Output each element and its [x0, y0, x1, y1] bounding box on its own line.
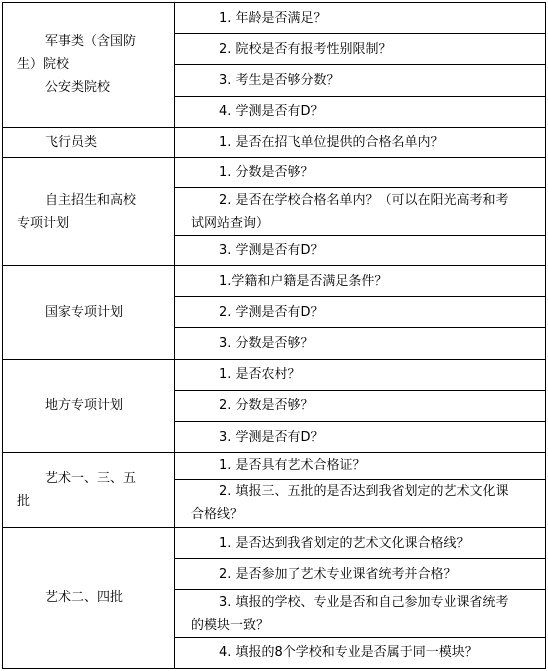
checklist-item: 1. 是否达到我省划定的艺术文化课合格线？ — [175, 527, 546, 558]
checklist-item: 1. 是否农村？ — [175, 359, 546, 390]
checklist-item-line: 3. 填报的学校、专业是否和自己参加专业课省统考 — [219, 594, 509, 610]
checklist-item-line: 合格线？ — [191, 506, 244, 522]
category-line: 自主招生和高校 — [45, 192, 137, 208]
category-line: 艺术二、四批 — [45, 590, 124, 606]
eligibility-checklist-table — [2, 2, 546, 669]
category-line: 艺术一、三、五 — [45, 471, 137, 487]
checklist-item-line: 2. 是否在学校合格名单内？（可以在阳光高考和考 — [219, 192, 509, 208]
category-line: 飞行员类 — [45, 135, 98, 151]
checklist-item-line: 试网站查询） — [191, 215, 270, 231]
table-row — [3, 3, 546, 34]
checklist-item: 4. 学测是否有D？ — [175, 96, 546, 127]
category-cell-art-batch-1-3-5 — [3, 453, 175, 528]
checklist-item: 1. 是否具有艺术合格证？ — [175, 453, 546, 479]
checklist-item-multiline — [175, 479, 546, 527]
checklist-item: 2. 院校是否有报考性别限制？ — [175, 34, 546, 65]
checklist-item: 2. 分数是否够？ — [175, 390, 546, 421]
table-row — [3, 453, 546, 479]
checklist-item-line: 的模块一致？ — [191, 617, 270, 633]
checklist-item-line: 2. 填报三、五批的是否达到我省划定的艺术文化课 — [219, 483, 509, 499]
checklist-item-multiline — [175, 188, 546, 235]
category-line: 军事类（含国防 — [45, 34, 137, 50]
checklist-item: 1. 年龄是否满足？ — [175, 3, 546, 34]
checklist-item: 2. 学测是否有D？ — [175, 297, 546, 328]
table-row — [3, 359, 546, 390]
checklist-item: 3. 学测是否有D？ — [175, 422, 546, 453]
checklist-item: 3. 考生是否够分数？ — [175, 65, 546, 96]
table-row — [3, 158, 546, 188]
category-line: 地方专项计划 — [45, 398, 124, 414]
category-line: 批 — [17, 494, 31, 510]
category-cell-national-special-plan — [3, 265, 175, 359]
category-cell-pilot — [3, 127, 175, 157]
checklist-item: 3. 学测是否有D？ — [175, 235, 546, 265]
category-cell-art-batch-2-4 — [3, 527, 175, 668]
table-row — [3, 265, 546, 296]
category-line: 公安类院校 — [45, 80, 111, 96]
category-cell-local-special-plan — [3, 359, 175, 453]
category-line: 专项计划 — [17, 215, 70, 231]
category-cell-independent-admission — [3, 158, 175, 266]
checklist-item-multiline — [175, 590, 546, 637]
checklist-item: 3. 分数是否够？ — [175, 328, 546, 359]
category-line: 生）院校 — [17, 57, 70, 73]
table-row — [3, 527, 546, 558]
category-cell-military — [3, 3, 175, 128]
checklist-item: 2. 是否参加了艺术专业课省统考并合格？ — [175, 559, 546, 590]
checklist-item: 1. 分数是否够？ — [175, 158, 546, 188]
table-row — [3, 127, 546, 157]
checklist-item: 4. 填报的8个学校和专业是否属于同一模块？ — [175, 637, 546, 668]
category-line: 国家专项计划 — [45, 304, 124, 320]
checklist-item: 1. 是否在招飞单位提供的合格名单内？ — [175, 127, 546, 157]
checklist-item: 1.学籍和户籍是否满足条件？ — [175, 265, 546, 296]
